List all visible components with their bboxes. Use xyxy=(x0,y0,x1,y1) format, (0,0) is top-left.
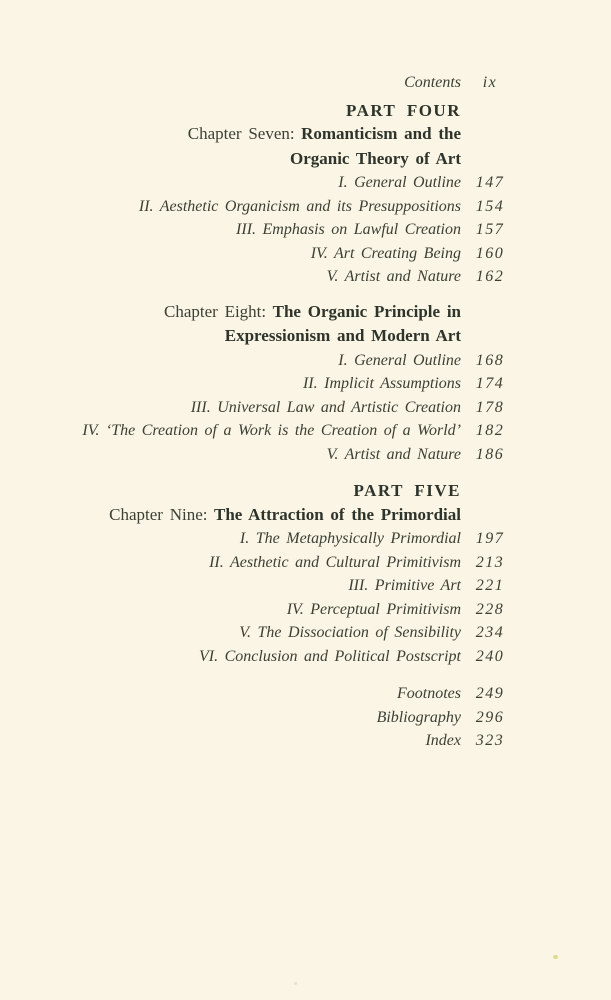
chapter-title: The Attraction of the Primordial xyxy=(213,504,461,524)
chapter-title: Organic Theory of Art xyxy=(289,148,461,168)
toc-entry xyxy=(0,527,507,551)
entry-title: II. Implicit Assumptions xyxy=(302,375,461,392)
entry-page-number: 221 xyxy=(475,577,505,594)
toc-entry xyxy=(0,396,507,420)
entry-page-number: 147 xyxy=(475,174,505,191)
entry-page-number: 186 xyxy=(475,445,505,463)
entry-page-number: 234 xyxy=(475,624,505,641)
entry-page-number: 178 xyxy=(475,398,505,416)
entry-title: III. Universal Law and Artistic Creation xyxy=(190,398,461,416)
entry-title: Bibliography xyxy=(376,708,461,726)
back-matter-entry xyxy=(0,706,507,730)
entry-title: VI. Conclusion and Political Postscript xyxy=(199,647,461,665)
chapter-label: Chapter Seven: xyxy=(187,124,295,143)
entry-title: IV. ‘The Creation of a Work is the Creation of a World’ xyxy=(82,422,461,439)
entry-title: III. Primitive Art xyxy=(348,577,461,594)
entry-title: IV. Perceptual Primitivism xyxy=(286,600,461,618)
chapter-title: Romanticism and the xyxy=(301,124,461,143)
entry-page-number: 168 xyxy=(475,351,505,369)
toc-entry xyxy=(0,443,507,467)
entry-title: V. Artist and Nature xyxy=(326,445,461,463)
part-heading-five xyxy=(0,479,507,503)
entry-page-number: 157 xyxy=(475,221,505,238)
toc-entry xyxy=(0,372,507,396)
page-folio: ix xyxy=(482,74,498,91)
entry-title: Index xyxy=(425,732,461,749)
chapter-seven-heading-line2 xyxy=(0,147,507,172)
entry-title: Footnotes xyxy=(397,685,461,702)
paper-speck xyxy=(294,982,297,985)
entry-title: I. General Outline xyxy=(338,351,461,369)
part-heading-four xyxy=(0,99,507,123)
entry-page-number: 213 xyxy=(475,553,505,571)
toc-entry xyxy=(0,574,507,598)
entry-page-number: 174 xyxy=(475,375,505,392)
entry-title: III. Emphasis on Lawful Creation xyxy=(236,221,461,238)
chapter-label: Chapter Eight: xyxy=(164,301,267,321)
toc-entry xyxy=(0,645,507,669)
toc-entry xyxy=(0,218,507,242)
back-matter-entry xyxy=(0,729,507,753)
entry-page-number: 154 xyxy=(475,197,505,215)
entry-title: I. General Outline xyxy=(338,174,461,191)
entry-title: IV. Art Creating Being xyxy=(310,244,461,262)
toc-entry xyxy=(0,419,507,443)
toc-entry xyxy=(0,349,507,373)
entry-page-number: 197 xyxy=(475,530,505,547)
back-matter-entry xyxy=(0,682,507,706)
part-heading-label: PART FOUR xyxy=(345,100,461,120)
toc-entry xyxy=(0,598,507,622)
entry-page-number: 323 xyxy=(475,732,505,749)
chapter-label: Chapter Nine: xyxy=(109,504,208,524)
chapter-seven-heading xyxy=(0,122,507,147)
entry-page-number: 160 xyxy=(475,244,505,262)
chapter-eight-heading xyxy=(0,300,507,325)
toc-entry xyxy=(0,195,507,219)
paper-speck xyxy=(553,955,558,959)
chapter-nine-heading xyxy=(0,503,507,528)
toc-entry xyxy=(0,242,507,266)
chapter-eight-heading-line2 xyxy=(0,324,507,349)
entry-page-number: 228 xyxy=(475,600,505,618)
running-title: Contents xyxy=(404,74,461,91)
entry-title: II. Aesthetic Organicism and its Presuppositions xyxy=(138,197,461,215)
chapter-title: The Organic Principle in xyxy=(272,301,461,321)
toc-entry xyxy=(0,265,507,289)
entry-title: V. The Dissociation of Sensibility xyxy=(239,624,461,641)
entry-title: I. The Metaphysically Primordial xyxy=(239,530,461,547)
entry-page-number: 182 xyxy=(475,422,505,439)
part-heading-label: PART FIVE xyxy=(353,481,461,500)
toc-entry xyxy=(0,551,507,575)
entry-page-number: 240 xyxy=(475,647,505,665)
running-header xyxy=(0,71,507,95)
entry-title: II. Aesthetic and Cultural Primitivism xyxy=(209,553,461,571)
entry-page-number: 249 xyxy=(475,685,505,702)
entry-title: V. Artist and Nature xyxy=(326,268,461,285)
toc-entry xyxy=(0,621,507,645)
chapter-title: Expressionism and Modern Art xyxy=(224,326,461,345)
entry-page-number: 162 xyxy=(475,268,505,285)
entry-page-number: 296 xyxy=(475,708,505,726)
toc-entry xyxy=(0,171,507,195)
